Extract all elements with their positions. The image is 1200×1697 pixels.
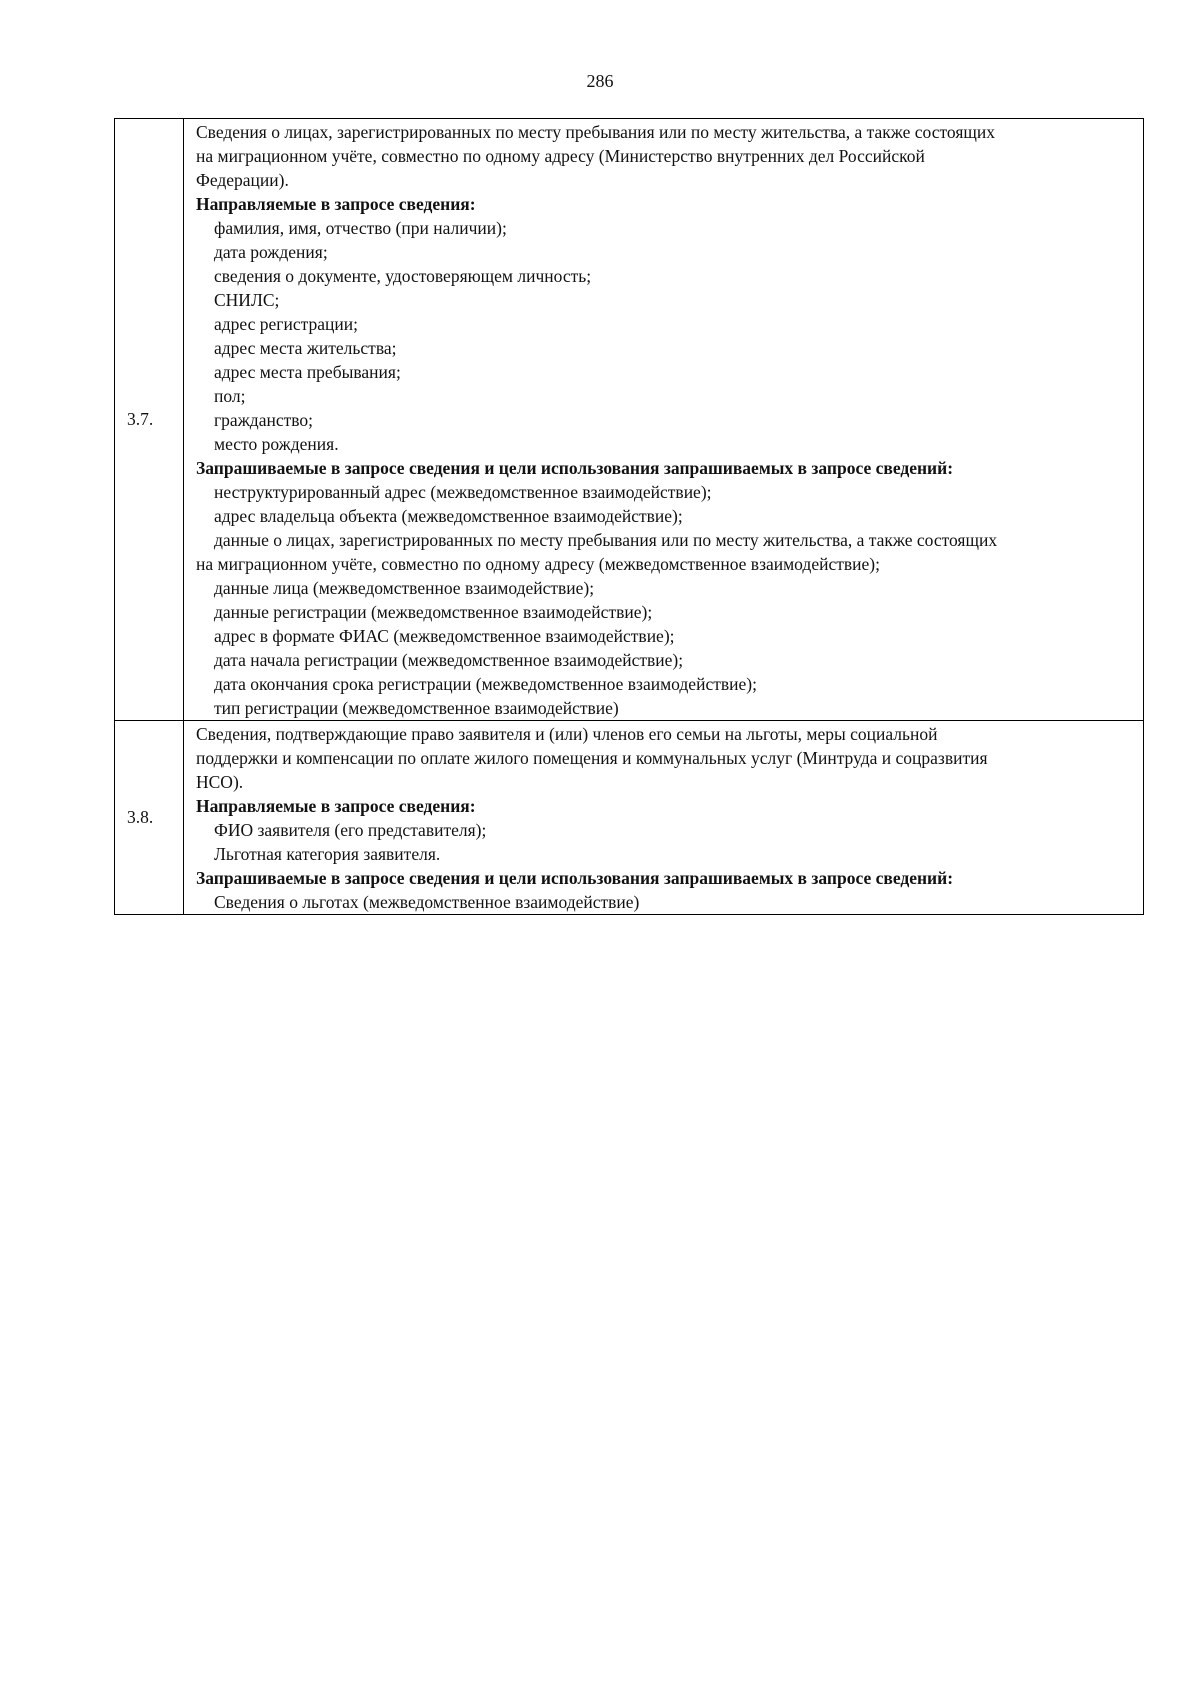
list-item: неструктурированный адрес (межведомственное взаимодействие); (214, 482, 712, 502)
list-item: тип регистрации (межведомственное взаимодействие) (214, 698, 619, 718)
intro-line: НСО). (196, 772, 244, 792)
page-number: 286 (586, 71, 614, 91)
list-item: место рождения. (214, 434, 339, 454)
list-item: Сведения о льготах (межведомственное взаимодействие) (214, 892, 640, 912)
list-item: дата окончания срока регистрации (межведомственное взаимодействие); (214, 674, 757, 694)
list-item: данные регистрации (межведомственное взаимодействие); (214, 602, 653, 622)
row-content (184, 119, 1144, 721)
sent-heading: Направляемые в запросе сведения: (196, 194, 476, 214)
list-item: Льготная категория заявителя. (214, 844, 441, 864)
list-item: адрес места пребывания; (214, 362, 401, 382)
intro-line: Сведения о лицах, зарегистрированных по месту пребывания или по месту жительства, а также состоящих (196, 122, 995, 142)
list-item: адрес места жительства; (214, 338, 397, 358)
intro-line: на миграционном учёте, совместно по одному адресу (Министерство внутренних дел Российской (196, 146, 925, 166)
intro-line: Сведения, подтверждающие право заявителя и (или) членов его семьи на льготы, меры социальной (196, 724, 938, 744)
list-item: адрес владельца объекта (межведомственное взаимодействие); (214, 506, 683, 526)
table-row (115, 119, 1144, 721)
table-row (115, 721, 1144, 915)
list-item-continuation: на миграционном учёте, совместно по одному адресу (межведомственное взаимодействие); (196, 554, 880, 574)
requested-heading: Запрашиваемые в запросе сведения и цели использования запрашиваемых в запросе сведений: (196, 868, 954, 888)
data-table (114, 118, 1144, 915)
intro-line: Федерации). (196, 170, 289, 190)
list-item: пол; (214, 386, 246, 406)
list-item: дата начала регистрации (межведомственное взаимодействие); (214, 650, 684, 670)
row-number: 3.7. (115, 119, 184, 721)
intro-line: поддержки и компенсации по оплате жилого помещения и коммунальных услуг (Минтруда и соцразвития (196, 748, 988, 768)
list-item: гражданство; (214, 410, 313, 430)
list-item: СНИЛС; (214, 290, 280, 310)
row-number: 3.8. (115, 721, 184, 915)
list-item: ФИО заявителя (его представителя); (214, 820, 487, 840)
list-item: адрес в формате ФИАС (межведомственное взаимодействие); (214, 626, 675, 646)
list-item: данные о лицах, зарегистрированных по месту пребывания или по месту жительства, а также состоящих (214, 530, 998, 550)
list-item: адрес регистрации; (214, 314, 358, 334)
requested-heading: Запрашиваемые в запросе сведения и цели использования запрашиваемых в запросе сведений: (196, 458, 954, 478)
list-item: данные лица (межведомственное взаимодействие); (214, 578, 595, 598)
list-item: дата рождения; (214, 242, 328, 262)
list-item: фамилия, имя, отчество (при наличии); (214, 218, 507, 238)
list-item: сведения о документе, удостоверяющем личность; (214, 266, 592, 286)
sent-heading: Направляемые в запросе сведения: (196, 796, 476, 816)
row-content (184, 721, 1144, 915)
